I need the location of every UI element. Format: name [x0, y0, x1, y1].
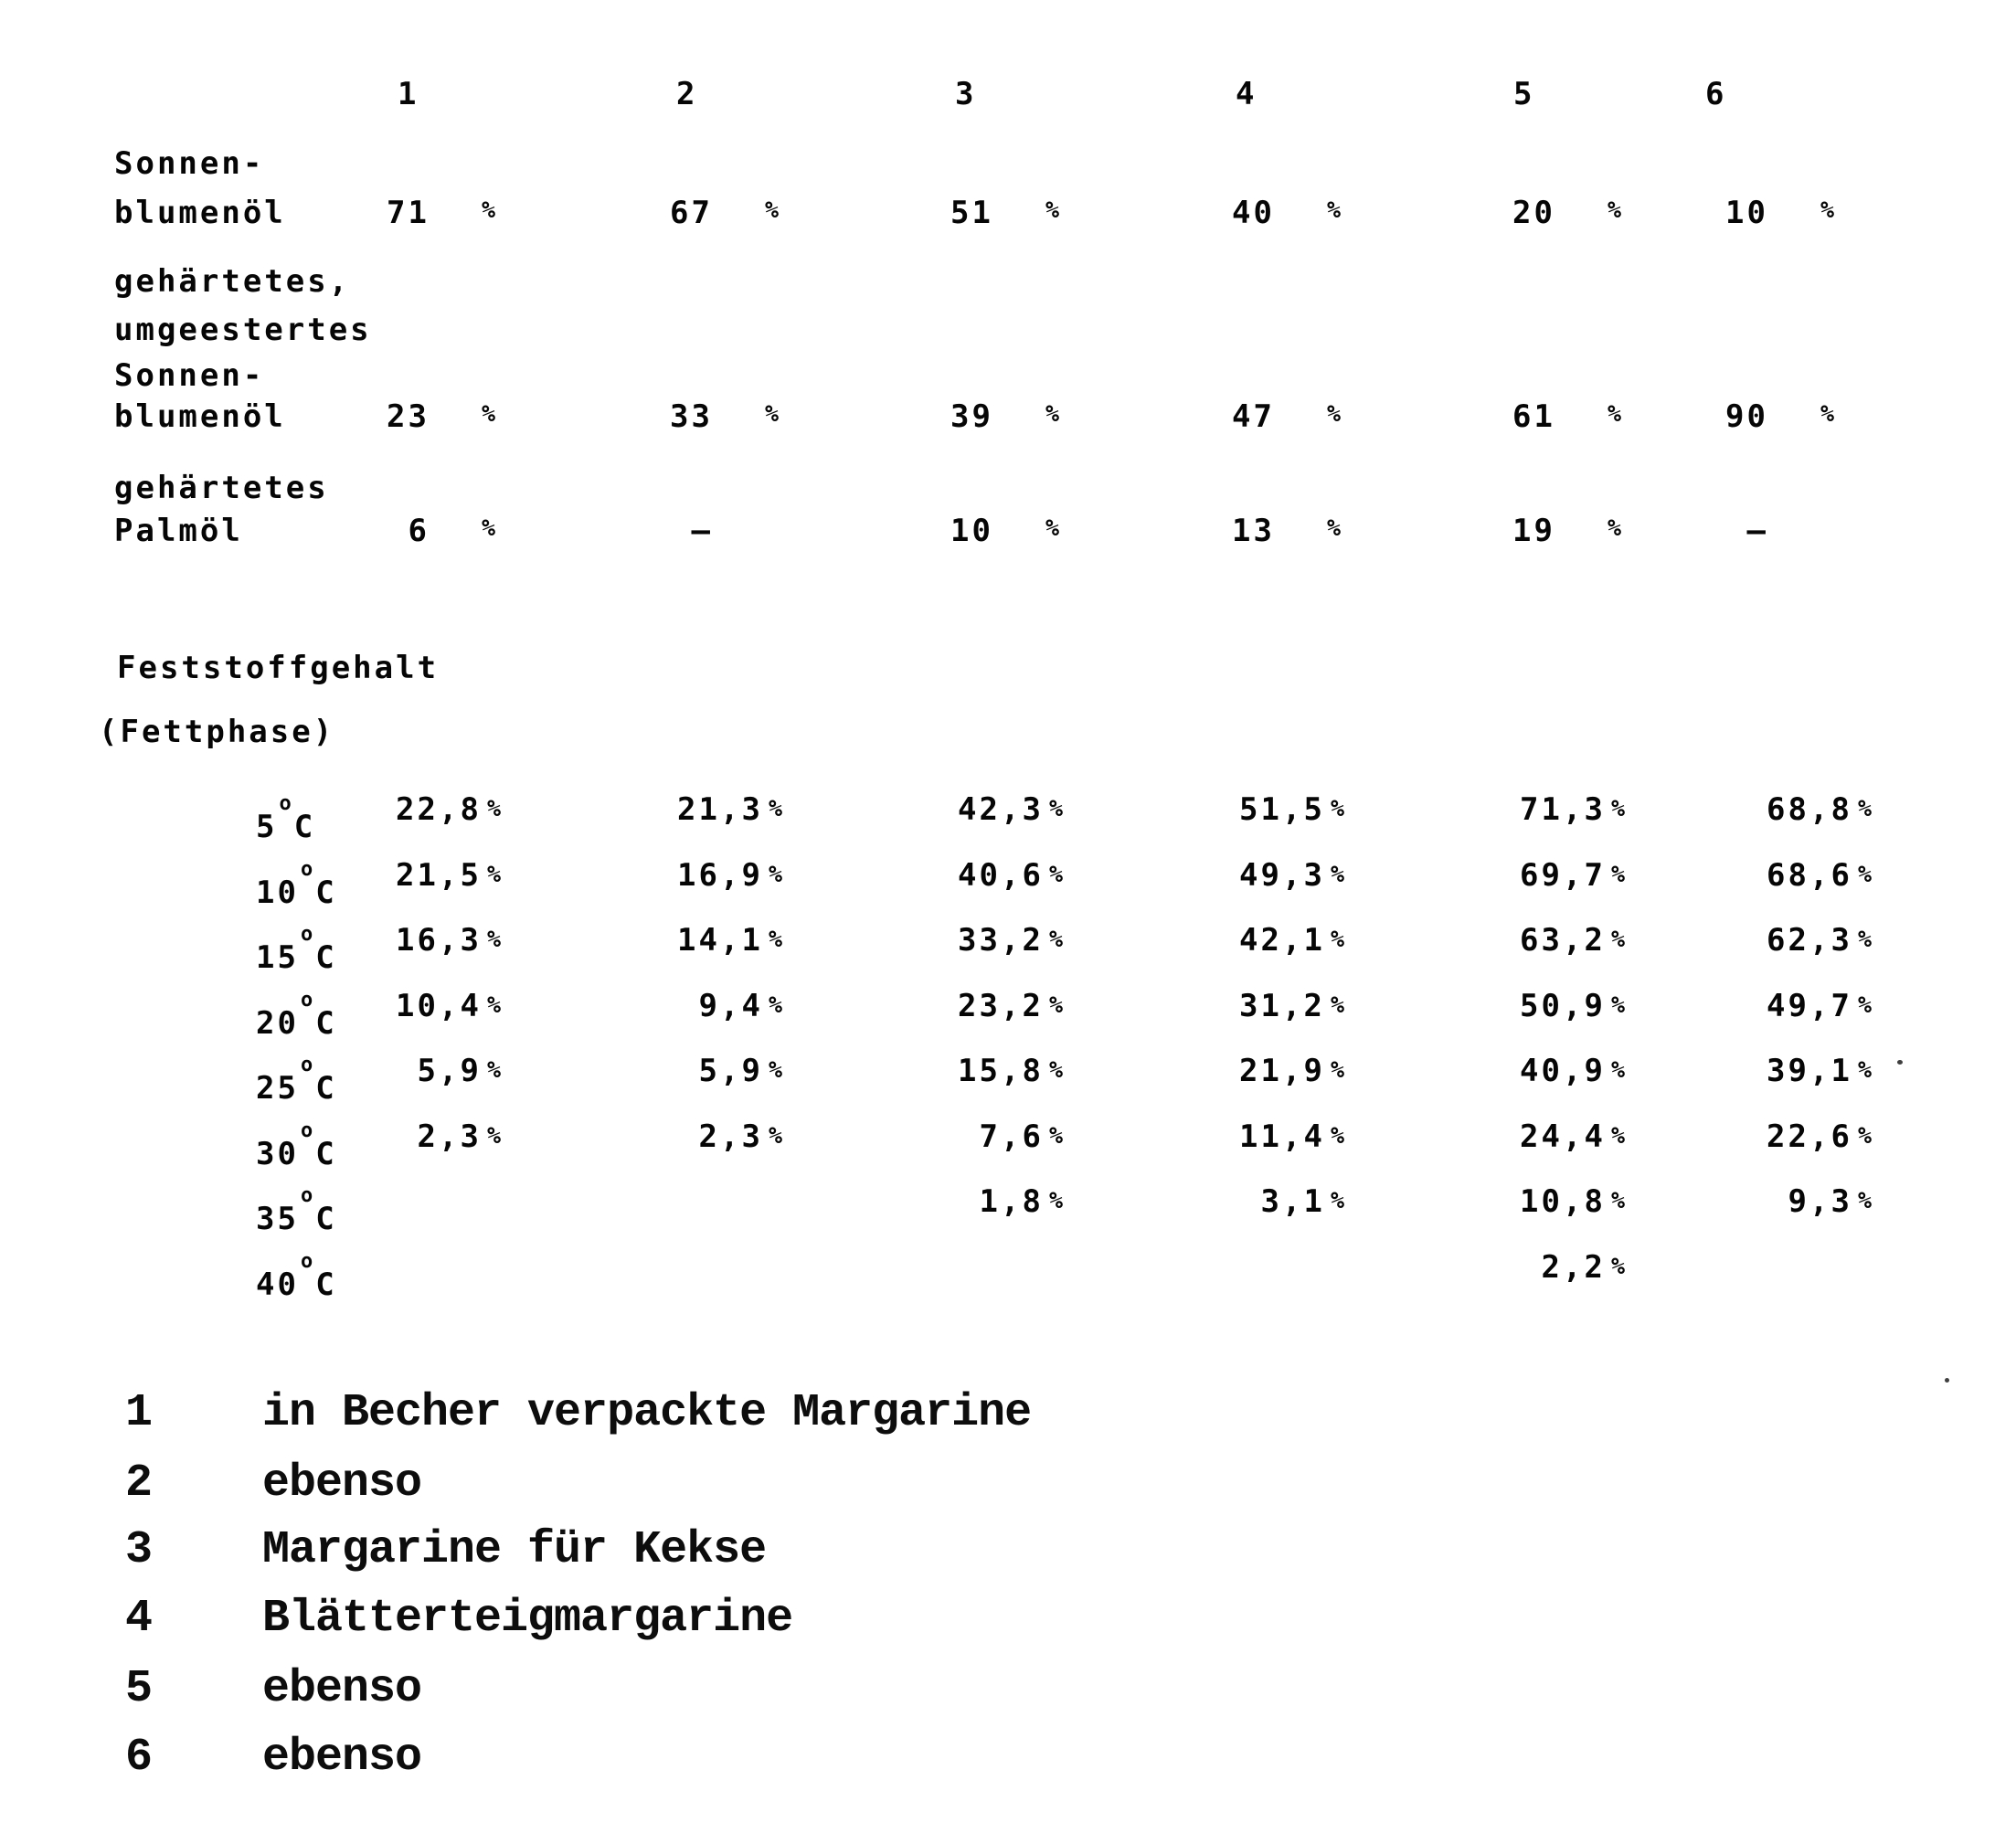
- solids-percentage: 16,3: [396, 922, 482, 959]
- solids-percentage: 3,1: [1260, 1183, 1325, 1220]
- percent-sign: %: [1857, 795, 1872, 821]
- degree-mark: o: [300, 1184, 313, 1207]
- temp-value: [1643, 857, 1872, 894]
- percent-sign: %: [1045, 196, 1060, 223]
- row-label-line: Palmöl: [114, 513, 243, 549]
- percent-sign: %: [1857, 1187, 1872, 1213]
- percent-sign: %: [1330, 1056, 1344, 1083]
- column-header: 6: [1705, 76, 1727, 112]
- legend-text: in Becher verpackte Margarine: [262, 1387, 1032, 1439]
- solids-percentage: 40,9: [1520, 1053, 1606, 1089]
- dash-placeholder: –: [691, 513, 713, 549]
- temp-value: [1396, 1118, 1625, 1155]
- solids-percentage: 68,6: [1767, 857, 1852, 894]
- solids-percentage: 7,6: [979, 1118, 1044, 1155]
- percent-sign: %: [1607, 400, 1622, 427]
- percent-sign: [1820, 401, 1834, 432]
- percent-sign: %: [1610, 795, 1625, 821]
- solids-percentage: 24,4: [1520, 1118, 1606, 1155]
- percent-sign: %: [486, 861, 501, 887]
- solids-percentage: 1,8: [979, 1183, 1044, 1220]
- temp-value: [554, 857, 782, 894]
- solids-percentage: 49,7: [1767, 988, 1852, 1024]
- percent-sign: %: [1048, 991, 1063, 1018]
- temp-value: [1643, 1053, 1872, 1089]
- percent-sign: [482, 197, 495, 228]
- legend-text: Margarine für Kekse: [262, 1524, 767, 1576]
- percent-sign: [1045, 197, 1059, 228]
- solids-percentage: 63,2: [1520, 922, 1606, 959]
- percent-sign: [1045, 401, 1059, 432]
- percent-sign: %: [768, 991, 782, 1018]
- solids-percentage: 49,3: [1239, 857, 1325, 894]
- temp-unit: C: [315, 874, 334, 911]
- table-cell-value: 33: [670, 398, 713, 435]
- column-header: 3: [955, 76, 977, 112]
- percent-sign: %: [1048, 926, 1063, 952]
- table-cell-value: 10: [1725, 195, 1768, 231]
- percent-sign: %: [1820, 196, 1835, 223]
- legend-number: 6: [125, 1732, 153, 1784]
- degree-mark: o: [300, 1119, 313, 1142]
- temp-value: [834, 922, 1063, 959]
- table-cell-value: 90: [1725, 398, 1768, 435]
- table-cell-value: 6: [408, 513, 430, 549]
- solids-percentage: 42,1: [1239, 922, 1325, 959]
- temp-value: [1116, 1118, 1344, 1155]
- temp-value-number: 30: [256, 1136, 299, 1172]
- temp-value: [1116, 1053, 1344, 1089]
- percent-sign: %: [1048, 1122, 1063, 1149]
- solids-percentage: 9,4: [698, 988, 763, 1024]
- legend-text: ebenso: [262, 1663, 422, 1715]
- temp-value: [834, 1183, 1063, 1220]
- solids-percentage: 5,9: [698, 1053, 763, 1089]
- degree-mark: o: [300, 1250, 313, 1273]
- percent-sign: %: [1330, 1122, 1344, 1149]
- solids-percentage: 10,8: [1520, 1183, 1606, 1220]
- percent-sign: %: [1330, 795, 1344, 821]
- row-label-line: blumenöl: [114, 398, 286, 435]
- percent-sign: %: [1610, 991, 1625, 1018]
- legend-text: ebenso: [262, 1457, 422, 1510]
- solids-percentage: 42,3: [958, 791, 1044, 828]
- temp-value-number: 40: [256, 1266, 299, 1303]
- table-cell-value: 47: [1232, 398, 1275, 435]
- table-cell-value: 19: [1512, 513, 1555, 549]
- solids-percentage: 10,4: [396, 988, 482, 1024]
- table-cell-value: 39: [950, 398, 993, 435]
- degree-mark: o: [300, 1054, 313, 1076]
- temp-value: [272, 857, 501, 894]
- temp-value: [1396, 1183, 1625, 1220]
- table-cell-value: 71: [387, 195, 430, 231]
- percent-sign: %: [482, 196, 496, 223]
- percent-sign: %: [1610, 1056, 1625, 1083]
- table-cell-value: 23: [387, 398, 430, 435]
- temp-value: [1396, 791, 1625, 828]
- solids-title: Feststoffgehalt: [117, 650, 440, 686]
- degree-mark: o: [300, 989, 313, 1012]
- temp-value: [1116, 857, 1344, 894]
- percent-sign: %: [1857, 1056, 1872, 1083]
- percent-sign: %: [486, 926, 501, 952]
- solids-percentage: 21,5: [396, 857, 482, 894]
- temp-value: [1643, 1183, 1872, 1220]
- solids-percentage: 21,3: [677, 791, 763, 828]
- temp-value: [1396, 1249, 1625, 1286]
- temp-value-number: 25: [256, 1070, 299, 1107]
- percent-sign: [765, 401, 779, 432]
- percent-sign: %: [486, 991, 501, 1018]
- table-cell-value: 20: [1512, 195, 1555, 231]
- temp-value: [554, 1118, 782, 1155]
- temp-unit: C: [315, 1070, 334, 1107]
- temp-value: [834, 988, 1063, 1024]
- temp-value: [1116, 922, 1344, 959]
- temp-unit: C: [293, 809, 313, 845]
- legend-text: ebenso: [262, 1732, 422, 1784]
- percent-sign: %: [1820, 400, 1835, 427]
- temp-value: [1396, 857, 1625, 894]
- scan-speck: [1945, 1378, 1949, 1383]
- percent-sign: %: [1045, 400, 1060, 427]
- row-label-line: blumenöl: [114, 195, 286, 231]
- percent-sign: %: [1048, 1056, 1063, 1083]
- column-header: 1: [398, 76, 419, 112]
- degree-mark: o: [300, 923, 313, 946]
- solids-percentage: 71,3: [1520, 791, 1606, 828]
- percent-sign: %: [1857, 926, 1872, 952]
- temp-value: [272, 1118, 501, 1155]
- solids-percentage: 16,9: [677, 857, 763, 894]
- percent-sign: %: [765, 400, 780, 427]
- temp-value-number: 35: [256, 1201, 299, 1237]
- percent-sign: %: [482, 514, 496, 541]
- temp-unit: C: [315, 939, 334, 976]
- percent-sign: %: [1610, 1122, 1625, 1149]
- percent-sign: %: [1610, 926, 1625, 952]
- temp-value: [1396, 988, 1625, 1024]
- temp-value: [834, 857, 1063, 894]
- percent-sign: [1045, 515, 1059, 546]
- temp-unit: C: [315, 1136, 334, 1172]
- percent-sign: [1327, 197, 1341, 228]
- percent-sign: %: [486, 795, 501, 821]
- temp-value: [1643, 1118, 1872, 1155]
- percent-sign: %: [1045, 514, 1060, 541]
- temp-unit: C: [315, 1005, 334, 1042]
- temp-value: [1643, 791, 1872, 828]
- percent-sign: %: [1330, 926, 1344, 952]
- temp-value-number: 15: [256, 939, 299, 976]
- percent-sign: %: [1607, 514, 1622, 541]
- temp-unit: C: [315, 1201, 334, 1237]
- table-cell-value: 13: [1232, 513, 1275, 549]
- solids-percentage: 5,9: [417, 1053, 482, 1089]
- percent-sign: %: [1048, 795, 1063, 821]
- temp-value: [1643, 922, 1872, 959]
- solids-percentage: 15,8: [958, 1053, 1044, 1089]
- solids-subtitle: (Fettphase): [99, 714, 335, 750]
- solids-percentage: 11,4: [1239, 1118, 1325, 1155]
- table-cell-value: 61: [1512, 398, 1555, 435]
- temp-value-number: 10: [256, 874, 299, 911]
- temp-value: [1116, 1183, 1344, 1220]
- temp-value: [554, 791, 782, 828]
- temp-value: [554, 922, 782, 959]
- solids-percentage: 22,6: [1767, 1118, 1852, 1155]
- percent-sign: %: [768, 1122, 782, 1149]
- percent-sign: %: [482, 400, 496, 427]
- temp-value: [272, 1053, 501, 1089]
- percent-sign: %: [768, 1056, 782, 1083]
- percent-sign: %: [768, 926, 782, 952]
- solids-percentage: 31,2: [1239, 988, 1325, 1024]
- percent-sign: %: [1330, 1187, 1344, 1213]
- legend-number: 3: [125, 1524, 153, 1576]
- solids-percentage: 23,2: [958, 988, 1044, 1024]
- column-header: 5: [1513, 76, 1535, 112]
- temp-value: [834, 1053, 1063, 1089]
- legend-number: 4: [125, 1593, 153, 1645]
- temp-unit: C: [315, 1266, 334, 1303]
- table-cell-value: 67: [670, 195, 713, 231]
- legend-number: 2: [125, 1457, 153, 1510]
- scan-speck: [1897, 1060, 1903, 1065]
- solids-percentage: 22,8: [396, 791, 482, 828]
- percent-sign: %: [486, 1056, 501, 1083]
- percent-sign: [482, 401, 495, 432]
- percent-sign: %: [1857, 861, 1872, 887]
- solids-percentage: 2,3: [417, 1118, 482, 1155]
- temp-value-number: 5: [256, 809, 278, 845]
- row-label-line: Sonnen-: [114, 357, 265, 394]
- percent-sign: [1327, 401, 1341, 432]
- percent-sign: %: [768, 861, 782, 887]
- solids-percentage: 50,9: [1520, 988, 1606, 1024]
- row-label-line: umgeestertes: [114, 312, 372, 348]
- temp-value: [1116, 791, 1344, 828]
- percent-sign: %: [1330, 861, 1344, 887]
- percent-sign: %: [1327, 196, 1342, 223]
- percent-sign: %: [1857, 1122, 1872, 1149]
- temp-value: [1396, 1053, 1625, 1089]
- table-cell-value: 51: [950, 195, 993, 231]
- percent-sign: [765, 197, 779, 228]
- percent-sign: %: [1330, 991, 1344, 1018]
- table-cell-value: 10: [950, 513, 993, 549]
- percent-sign: %: [1327, 514, 1342, 541]
- dash-placeholder: –: [1746, 513, 1768, 549]
- solids-percentage: 33,2: [958, 922, 1044, 959]
- degree-mark: o: [279, 792, 292, 815]
- percent-sign: %: [1610, 1187, 1625, 1213]
- solids-percentage: 14,1: [677, 922, 763, 959]
- temp-value: [554, 1053, 782, 1089]
- temp-value: [1396, 922, 1625, 959]
- percent-sign: [1820, 197, 1834, 228]
- legend-number: 1: [125, 1387, 153, 1439]
- solids-percentage: 21,9: [1239, 1053, 1325, 1089]
- solids-percentage: 69,7: [1520, 857, 1606, 894]
- column-header: 4: [1236, 76, 1257, 112]
- solids-percentage: 2,3: [698, 1118, 763, 1155]
- temp-value: [272, 791, 501, 828]
- solids-percentage: 62,3: [1767, 922, 1852, 959]
- temp-label: [256, 1186, 334, 1235]
- temp-value: [834, 791, 1063, 828]
- row-label-line: gehärtetes,: [114, 263, 351, 300]
- legend-number: 5: [125, 1663, 153, 1715]
- degree-mark: o: [300, 858, 313, 881]
- column-header: 2: [676, 76, 698, 112]
- table-cell-value: 40: [1232, 195, 1275, 231]
- solids-percentage: 9,3: [1788, 1183, 1852, 1220]
- temp-value: [1116, 988, 1344, 1024]
- solids-percentage: 40,6: [958, 857, 1044, 894]
- solids-percentage: 2,2: [1541, 1249, 1606, 1286]
- percent-sign: %: [1048, 1187, 1063, 1213]
- percent-sign: %: [1857, 991, 1872, 1018]
- row-label-line: gehärtetes: [114, 470, 329, 506]
- percent-sign: %: [768, 795, 782, 821]
- percent-sign: %: [1610, 1253, 1625, 1279]
- temp-value: [554, 988, 782, 1024]
- temp-value: [834, 1118, 1063, 1155]
- percent-sign: %: [486, 1122, 501, 1149]
- percent-sign: %: [1048, 861, 1063, 887]
- solids-percentage: 68,8: [1767, 791, 1852, 828]
- row-label-line: Sonnen-: [114, 145, 265, 182]
- solids-percentage: 39,1: [1767, 1053, 1852, 1089]
- temp-label: [256, 1250, 334, 1303]
- percent-sign: [482, 515, 495, 546]
- percent-sign: %: [1327, 400, 1342, 427]
- temp-value: [272, 922, 501, 959]
- percent-sign: %: [1610, 861, 1625, 887]
- percent-sign: %: [1607, 196, 1622, 223]
- temp-value-number: 20: [256, 1005, 299, 1042]
- temp-value: [1643, 988, 1872, 1024]
- temp-value: [272, 988, 501, 1024]
- percent-sign: %: [765, 196, 780, 223]
- solids-percentage: 51,5: [1239, 791, 1325, 828]
- legend-text: Blätterteigmargarine: [262, 1593, 793, 1645]
- percent-sign: [1327, 515, 1341, 546]
